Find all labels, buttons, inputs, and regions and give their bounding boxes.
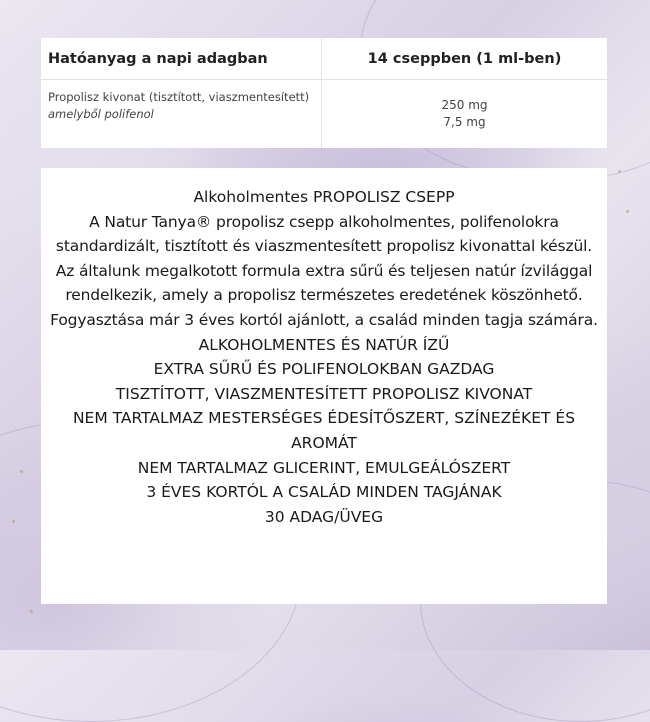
product-description: A Natur Tanya® propolisz csepp alkoholmentes, polifenolokra standardizált, tisztított és viaszmentesített propolisz kivonattal készül. Az általunk megalkotott formula extra sűrű és teljesen natúr ízvilággal rendelkezik, amely a propolisz természetes eredetének köszönhető. Fogyasztása már 3 éves kortól ajánlott, a család minden tagja számára. [50,212,598,329]
gold-speck [12,520,15,523]
feature-item: TISZTÍTOTT, VIASZMENTESÍTETT PROPOLISZ KIVONAT [115,384,533,403]
feature-item: 3 ÉVES KORTÓL A CSALÁD MINDEN TAGJÁNAK [146,483,502,502]
gold-speck [626,210,629,213]
ingredient-cell [41,80,322,148]
feature-item: NEM TARTALMAZ GLICERINT, EMULGEÁLÓSZERT [137,458,511,477]
gold-speck [30,610,33,613]
gold-speck [20,470,23,473]
header-active-ingredient: Hatóanyag a napi adagban [41,38,322,79]
feature-item: EXTRA SŰRŰ ÉS POLIFENOLOKBAN GAZDAG [153,360,495,379]
table-header-row [41,38,607,80]
ingredient-table [41,38,607,148]
feature-item: ALKOHOLMENTES ÉS NATÚR ÍZŰ [198,335,450,354]
amount-cell [322,80,607,148]
gold-speck [618,170,621,173]
feature-item: NEM TARTALMAZ MESTERSÉGES ÉDESÍTŐSZERT, SZÍNEZÉKET ÉS AROMÁT [72,409,576,452]
product-title: Alkoholmentes PROPOLISZ CSEPP [193,188,455,206]
amount-value: 250 mg [441,98,488,112]
table-row [41,80,607,148]
ingredient-subname: amelyből polifenol [48,107,154,121]
amount-sub-value: 7,5 mg [443,115,486,129]
description-card [41,168,607,604]
ingredient-name: Propolisz kivonat (tisztított, viaszmentesített) [48,90,310,104]
feature-item: 30 ADAG/ÜVEG [264,507,384,526]
header-dose: 14 cseppben (1 ml-ben) [367,50,562,67]
